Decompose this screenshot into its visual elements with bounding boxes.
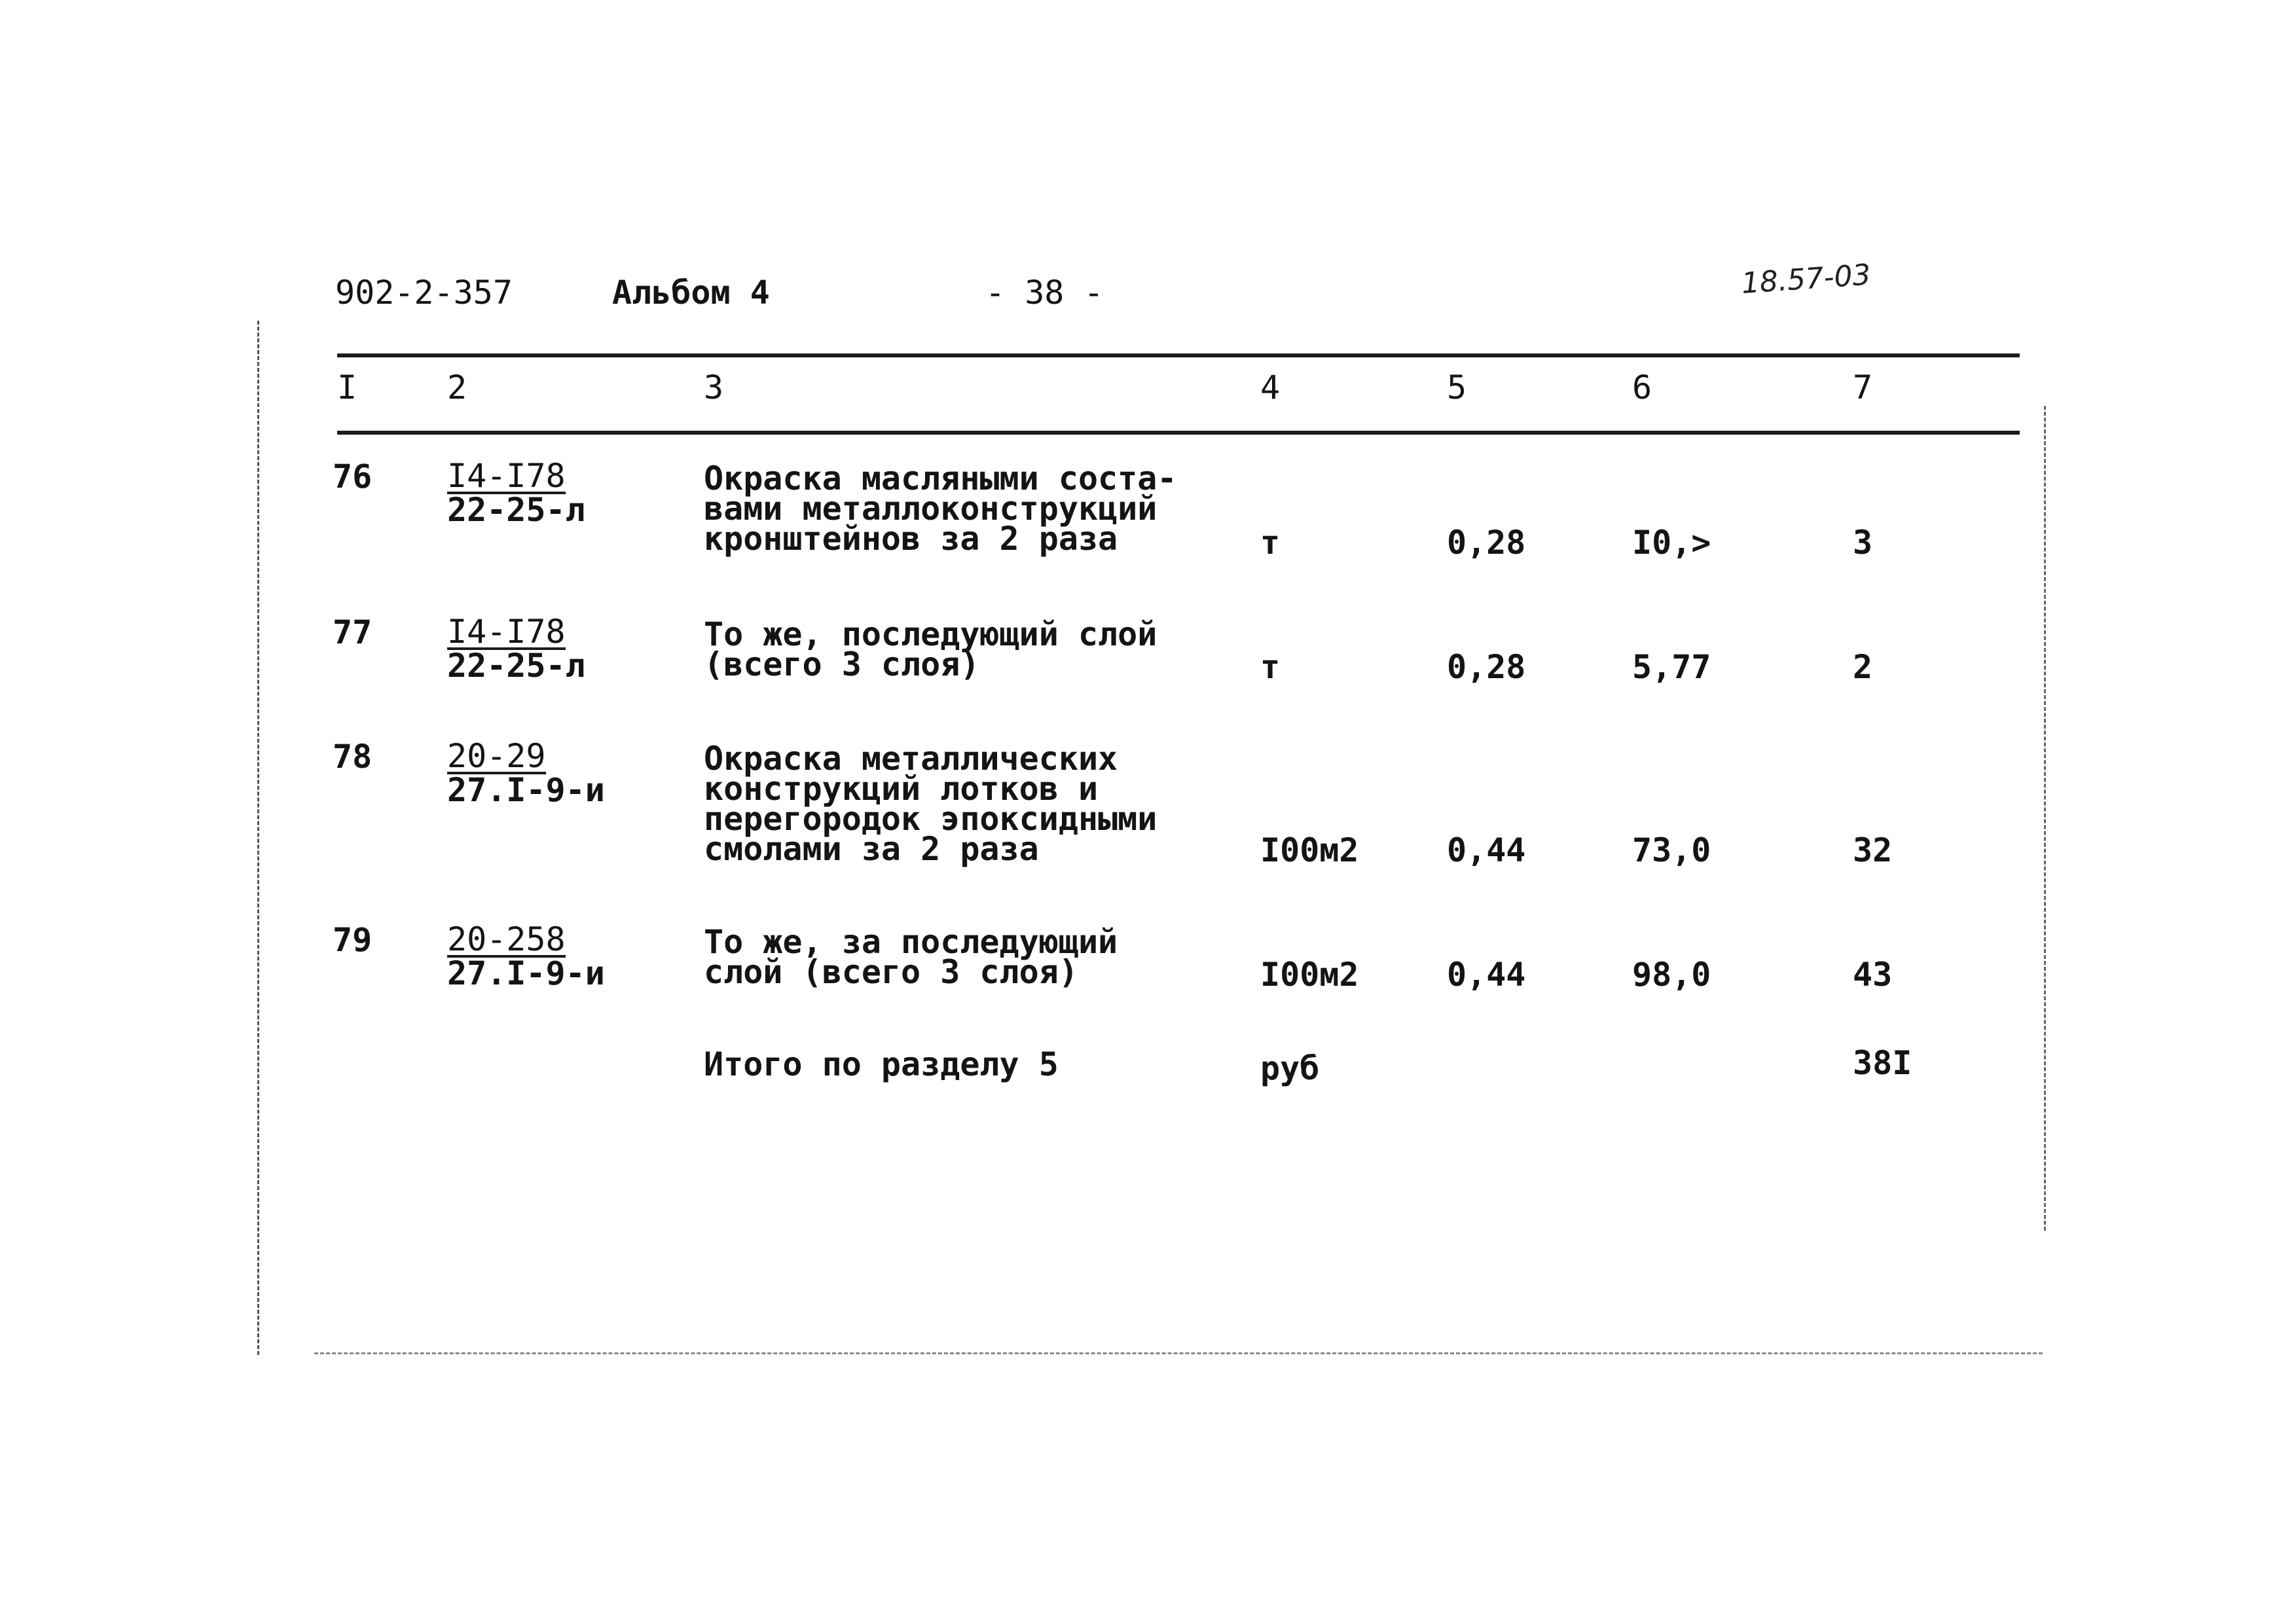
handwritten-note: 18.57-03: [1740, 258, 1872, 300]
work-description: Окраска масляными соста- вами металлоконструкций кронштейнов за 2 раза: [704, 460, 1177, 558]
column-header: 3: [704, 369, 724, 406]
total-cost: 32: [1853, 831, 1893, 869]
rate-code-bottom: 22-25-л: [447, 491, 585, 529]
scan-edge-right: [2044, 406, 2046, 1231]
rate-code: [447, 613, 585, 685]
row-number: 79: [333, 921, 373, 959]
summary-unit: руб: [1260, 1049, 1320, 1087]
rate-code: [447, 737, 605, 809]
scan-edge-bottom: [314, 1352, 2043, 1354]
rate-code-bottom: 27.I-9-и: [447, 771, 605, 809]
rate-code-top: 20-258: [447, 920, 566, 958]
rate-code-top: I4-I78: [447, 457, 566, 495]
column-header: I: [337, 369, 357, 406]
scan-edge-left: [257, 321, 259, 1355]
total-cost: 2: [1853, 648, 1873, 686]
table-header-rule: [337, 431, 2020, 435]
rate-code-bottom: 27.I-9-и: [447, 954, 605, 992]
column-header: 2: [447, 369, 467, 406]
rate-code: [447, 920, 605, 992]
column-header: 6: [1632, 369, 1652, 406]
quantity: 0,44: [1447, 956, 1526, 994]
rate-code-bottom: 22-25-л: [447, 647, 585, 685]
column-header: 5: [1447, 369, 1467, 406]
rate-code: [447, 457, 585, 529]
work-description: То же, последующий слой (всего 3 слоя): [704, 615, 1157, 683]
rate-code-top: 20-29: [447, 737, 546, 775]
work-description: То же, за последующий слой (всего 3 слоя): [704, 923, 1118, 991]
album-label: Альбом 4: [612, 274, 770, 312]
page-number: - 38 -: [985, 274, 1104, 312]
rate-code-top: I4-I78: [447, 613, 566, 651]
row-number: 78: [333, 738, 373, 776]
unit: т: [1260, 648, 1281, 686]
work-description: Окраска металлических конструкций лотков и перегородок эпоксидными смолами за 2 раза: [704, 740, 1157, 868]
table-top-rule: [337, 353, 2020, 357]
doc-code: 902-2-357: [335, 274, 513, 312]
unit-price: 5,77: [1632, 648, 1711, 686]
summary-label: Итого по разделу 5: [704, 1045, 1059, 1083]
summary-total: 38I: [1853, 1044, 1912, 1082]
column-header: 7: [1853, 369, 1873, 406]
quantity: 0,28: [1447, 648, 1526, 686]
total-cost: 43: [1853, 956, 1893, 994]
row-number: 76: [333, 458, 373, 496]
quantity: 0,44: [1447, 831, 1526, 869]
unit-price: 73,0: [1632, 831, 1711, 869]
total-cost: 3: [1853, 524, 1873, 562]
unit-price: 98,0: [1632, 956, 1711, 994]
row-number: 77: [333, 613, 373, 651]
quantity: 0,28: [1447, 524, 1526, 562]
unit: т: [1260, 524, 1281, 562]
unit: I00м2: [1260, 831, 1359, 869]
unit-price: I0,>: [1632, 524, 1711, 562]
column-header: 4: [1260, 369, 1281, 406]
unit: I00м2: [1260, 956, 1359, 994]
